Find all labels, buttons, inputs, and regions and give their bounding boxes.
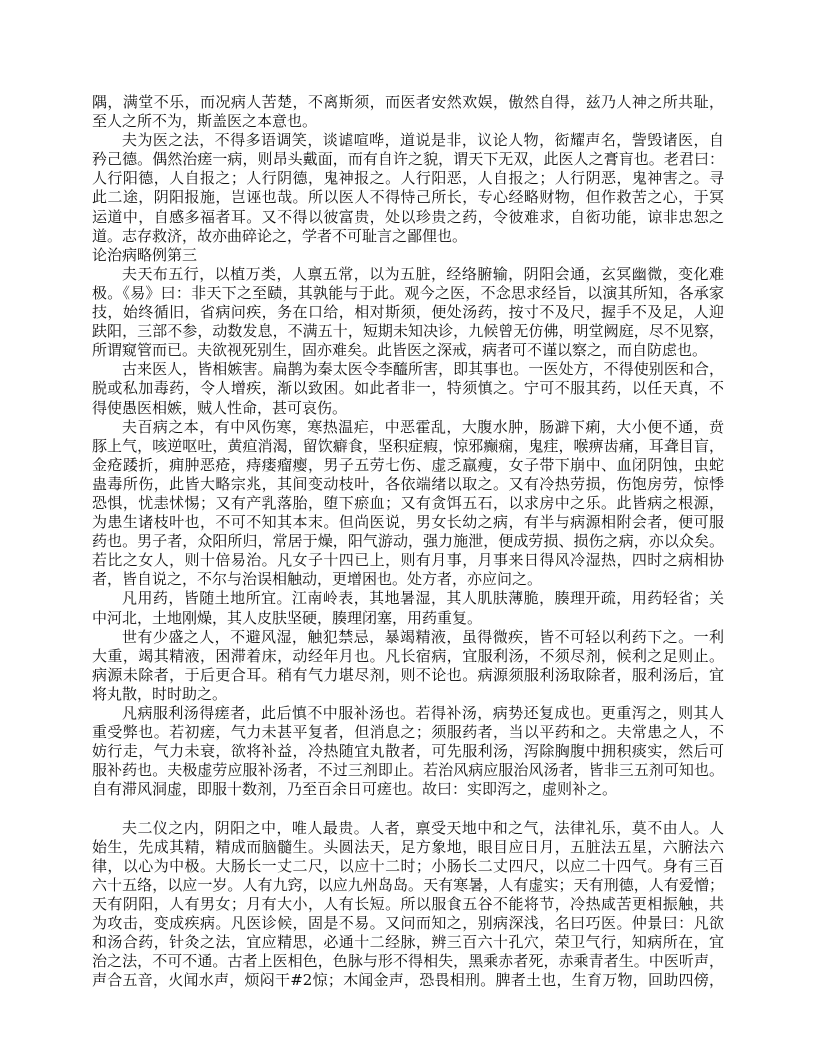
text-line: 天有阴阳，人有男女；月有大小，人有长短。所以服食五谷不能将节，冷热咸苦更相振触，共 [92, 894, 724, 913]
text-line: 夫为医之法，不得多语调笑，谈谑喧哗，道说是非，议论人物，衒耀声名，訾毁诸医，自 [122, 131, 724, 150]
text-line: 律，以心为中极。大肠长一丈二尺，以应十二时；小肠长二丈四尺，以应二十四气。身有三百 [92, 856, 724, 875]
paragraph [92, 704, 724, 799]
text-line: 声合五音，火闻水声，烦闷干#2惊；木闻金声，恐畏相刑。脾者土也，生育万物，回助四傍， [92, 971, 724, 990]
text-line: 六十五络，以应一岁。人有九窍，以应九州岛岛。天有寒暑，人有虚实；天有刑德，人有爱憎； [92, 875, 724, 894]
text-line: 得使愚医相嫉，贼人性命，甚可哀伤。 [92, 398, 348, 417]
text-line: 大重，竭其精液，困滞着床，动经年月也。凡长宿病，宜服利汤，不须尽剂，候利之足则止。 [92, 646, 724, 665]
text-line: 隅，满堂不乐，而况病人苦楚，不离斯须，而医者安然欢娱，傲然自得，兹乃人神之所共耻， [92, 93, 724, 111]
text-line: 至人之所不为，斯盖医之本意也。 [92, 112, 318, 131]
text-line: 金疮踒折，痈肿恶疮，痔瘘瘤瘿，男子五劳七伤、虚乏羸瘦，女子带下崩中、血闭阴蚀，虫蛇 [92, 455, 724, 474]
text-line: 服补药也。夫极虚劳应服补汤者，不过三剂即止。若治风病应服治风汤者，皆非三五剂可知也。 [92, 761, 724, 780]
text-line: 夫天布五行，以植万类，人禀五常，以为五脏，经络腑输，阴阳会通，玄冥幽微，变化难 [122, 264, 724, 283]
blank-line [92, 799, 724, 818]
text-line: 者，皆自说之，不尔与治误相触动，更增困也。处方者，亦应问之。 [92, 570, 543, 589]
paragraph [92, 418, 724, 590]
text-line: 凡病服利汤得瘥者，此后慎不中服补汤也。若得补汤，病势还复成也。更重泻之，则其人 [122, 704, 724, 722]
paragraph [92, 360, 724, 417]
text-line: 自有滞风洞虚，即服十数剂，乃至百余日可瘥也。故曰：实即泻之，虚则补之。 [92, 780, 618, 799]
text-line: 将丸散，时时助之。 [92, 684, 228, 703]
text-line: 道。志存救济，故亦曲碎论之，学者不可耻言之鄙俚也。 [92, 226, 468, 245]
text-line: 为攻击，变成疾病。凡医诊候，固是不易。又问而知之，别病深浅，名曰巧医。仲景曰：凡欲 [92, 914, 724, 933]
heading-text: 论治病略例第三 [92, 245, 198, 264]
paragraph [92, 131, 724, 246]
text-line: 恐惧，忧恚怵惕；又有产乳落胎，堕下瘀血；又有贪饵五石，以求房中之乐。此皆病之根源， [92, 493, 724, 512]
paragraph [92, 93, 724, 131]
text-line: 脱或私加毒药，令人增疾，渐以致困。如此者非一，特须慎之。宁可不服其药，以任天真，不 [92, 379, 724, 398]
paragraph [92, 819, 724, 991]
text-line: 若比之女人，则十倍易治。凡女子十四已上，则有月事，月事来日得风冷湿热，四时之病相协 [92, 551, 724, 570]
text-line: 技，始终循旧，省病问疾，务在口给，相对斯须，便处汤药，按寸不及尺，握手不及足，人迎 [92, 303, 724, 322]
text-line: 此二途，阴阳报施，岂诬也哉。所以医人不得恃己所长，专心经略财物，但作救苦之心，于冥 [92, 188, 724, 207]
text-line: 古来医人，皆相嫉害。扁鹊为秦太医令李醯所害，即其事也。一医处方，不得使别医和合， [122, 360, 724, 379]
text-line: 豚上气，咳逆呕吐，黄疸消渴，留饮癖食，坚积症瘕，惊邪癫痫，鬼疰，喉痹齿痛，耳聋目盲， [92, 436, 724, 455]
text-line: 凡用药，皆随土地所宜。江南岭表，其地暑湿，其人肌肤薄脆，腠理开疏，用药轻省；关 [122, 589, 724, 608]
text-line: 世有少盛之人，不避风湿，触犯禁忌，暴竭精液，虽得微疾，皆不可轻以利药下之。一利 [122, 627, 724, 646]
text-line: 和汤合药，针灸之法，宜应精思，必通十二经脉，辨三百六十孔穴，荣卫气行，知病所在，宜 [92, 933, 724, 952]
text-line: 夫二仪之内，阴阳之中，唯人最贵。人者，禀受天地中和之气，法律礼乐，莫不由人。人 [122, 818, 724, 837]
section-heading [92, 246, 724, 265]
text-line: 极。《易》曰：非天下之至赜，其孰能与于此。观今之医，不念思求经旨，以演其所知，各承家 [92, 283, 724, 302]
document-page [92, 93, 724, 990]
text-line: 为患生诸枝叶也，不可不知其本末。但尚医说，男女长幼之病，有半与病源相附会者，便可服 [92, 513, 724, 532]
text-line: 治之法，不可不通。古者上医相色，色脉与形不得相失，黑乘赤者死，赤乘青者生。中医听声， [92, 952, 724, 971]
text-line: 中河北，土地刚燥，其人皮肤坚硬，腠理闭塞，用药重复。 [92, 608, 483, 627]
text-line: 药也。男子者，众阳所归，常居于燥，阳气游动，强力施泄，便成劳损、损伤之病，亦以众矣。 [92, 532, 724, 551]
text-line: 趺阳，三部不参，动数发息，不满五十，短期未知决诊，九候曾无仿佛，明堂阙庭，尽不见察， [92, 322, 724, 341]
text-line: 夫百病之本，有中风伤寒，寒热温疟，中恶霍乱，大腹水肿，肠澼下痢，大小便不通，贲 [122, 417, 724, 436]
text-line: 矜己德。偶然治瘥一病，则昂头戴面，而有自许之貌，谓天下无双，此医人之膏肓也。老君曰： [92, 150, 724, 169]
text-line: 所谓窥管而已。夫欲视死别生，固亦难矣。此皆医之深戒，病者可不谨以察之，而自防虑也。 [92, 341, 708, 360]
paragraph [92, 265, 724, 360]
text-line: 重受弊也。若初瘥，气力未甚平复者，但消息之；须服药者，当以平药和之。夫常患之人，不 [92, 723, 724, 742]
text-line: 人行阳德，人自报之；人行阴德，鬼神报之。人行阳恶，人自报之；人行阴恶，鬼神害之。寻 [92, 169, 724, 188]
text-line: 始生，先成其精，精成而脑髓生。头圆法天，足方象地，眼目应日月，五脏法五星，六腑法六 [92, 837, 724, 856]
paragraph [92, 628, 724, 704]
text-line: 病源未除者，于后更合耳。稍有气力堪尽剂，则不论也。病源须服利汤取除者，服利汤后，宜 [92, 665, 724, 684]
paragraph [92, 589, 724, 627]
text-line: 妨行走，气力未衰，欲将补益，冷热随宜丸散者，可先服利汤，泻除胸腹中拥积痰实，然后可 [92, 742, 724, 761]
text-line: 蛊毒所伤，此皆大略宗兆，其间变动枝叶，各依端绪以取之。又有冷热劳损，伤饱房劳，惊悸 [92, 474, 724, 493]
text-line: 运道中，自感多福者耳。又不得以彼富贵，处以珍贵之药，令彼难求，自衒功能，谅非忠恕之 [92, 207, 724, 226]
